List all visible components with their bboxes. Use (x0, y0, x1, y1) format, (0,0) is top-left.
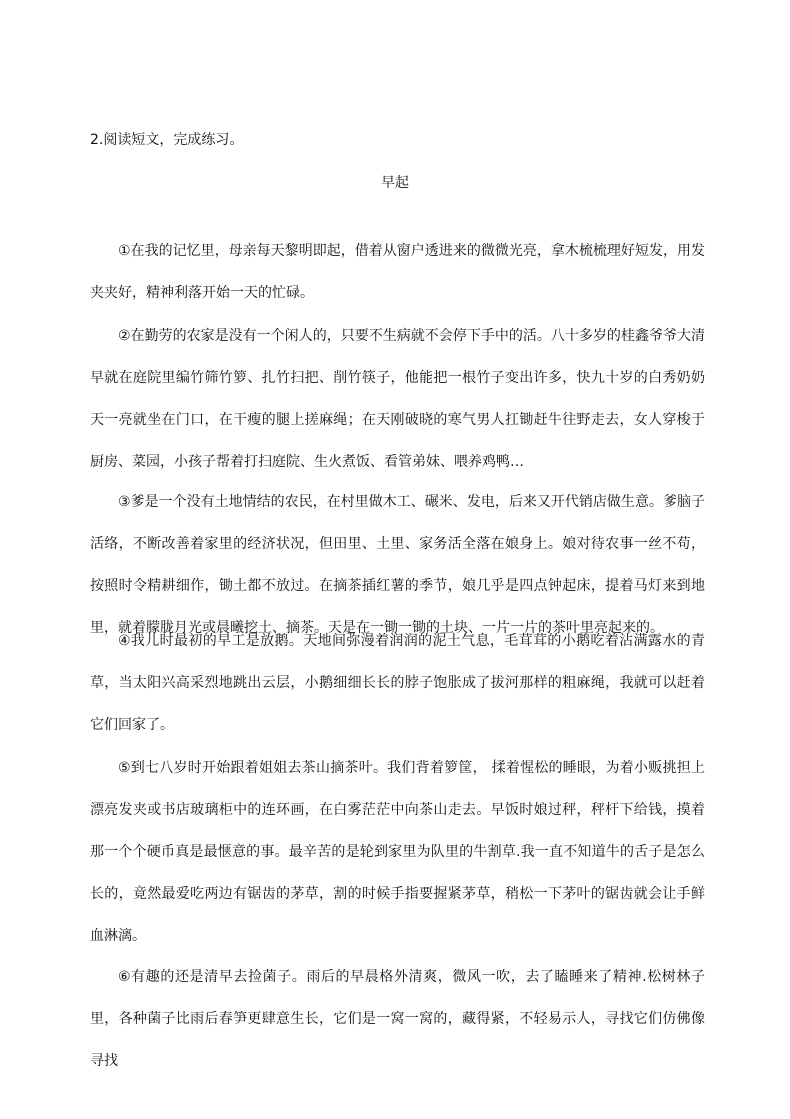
question-heading: 2.阅读短文，完成练习。 (90, 132, 244, 148)
paragraph-5: ⑤到七八岁时开始跟着姐姐去茶山摘茶叶。我们背着箩筐， 揉着惺松的睡眼，为着小贩挑担上漂亮发夹或书店玻璃柜中的连环画，在白雾茫茫中向茶山走去。早饭时娘过秤，秤杆下给钱，摸着那一个个硬币真是最惬意的事。最辛苦的是轮到家里为队里的牛割草.我一直不知道牛的舌子是怎么长的，竟然最爱吃两边有锯齿的茅草，割的时候手指要握紧茅草，稍松一下茅叶的锯齿就会让手鲜血淋漓。 (90, 760, 705, 944)
article-title: 早起 (381, 175, 409, 191)
paragraph-2: ②在勤劳的农家是没有一个闲人的，只要不生病就不会停下手中的活。八十多岁的桂鑫爷爷大清早就在庭院里编竹筛竹箩、扎竹扫把、削竹筷子，他能把一根竹子变出许多，快九十岁的白秀奶奶天一亮就坐在门口，在干瘦的腿上搓麻绳；在天刚破晓的寒气男人扛锄赶牛往野走去，女人穿梭于厨房、菜园，小孩子帮着打扫庭院、生火煮饭、看管弟妹、喂养鸡鸭… (90, 328, 705, 470)
paragraph-6: ⑥有趣的还是清早去捡菌子。雨后的早晨格外清爽，微风一吹，去了瞌睡来了精神.松树林子里，各种菌子比雨后春笋更肆意生长，它们是一窝一窝的，藏得紧，不轻易示人，寻找它们仿佛像寻找 (90, 969, 705, 1069)
paragraph-4: ④我儿时最初的早工是放鹅。天地间弥漫着润润的泥土气息，毛茸茸的小鹅吃着沾满露水的青草，当太阳兴高采烈地跳出云层，小鹅细细长长的脖子饱胀成了拔河那样的粗麻绳，我就可以赶着它们回家了。 (90, 633, 705, 733)
paragraph-3: ③爹是一个没有土地情结的农民，在村里做木工、碾米、发电，后来又开代销店做生意。爹脑子活络，不断改善着家里的经济状况，但田里、土里、家务活全落在娘身上。娘对待农事一丝不苟，按照时令精耕细作，锄土都不放过。在摘茶插红薯的季节，娘几乎是四点钟起床，提着马灯来到地里，就着朦胧月光或晨曦挖土、摘茶。天是在一锄一锄的土块、一片一片的茶叶里亮起来的。 (90, 494, 705, 636)
paragraph-1: ①在我的记忆里，母亲每天黎明即起，借着从窗户透进来的微微光亮，拿木梳梳理好短发，用发夹夹好，精神利落开始一天的忙碌。 (90, 243, 705, 301)
